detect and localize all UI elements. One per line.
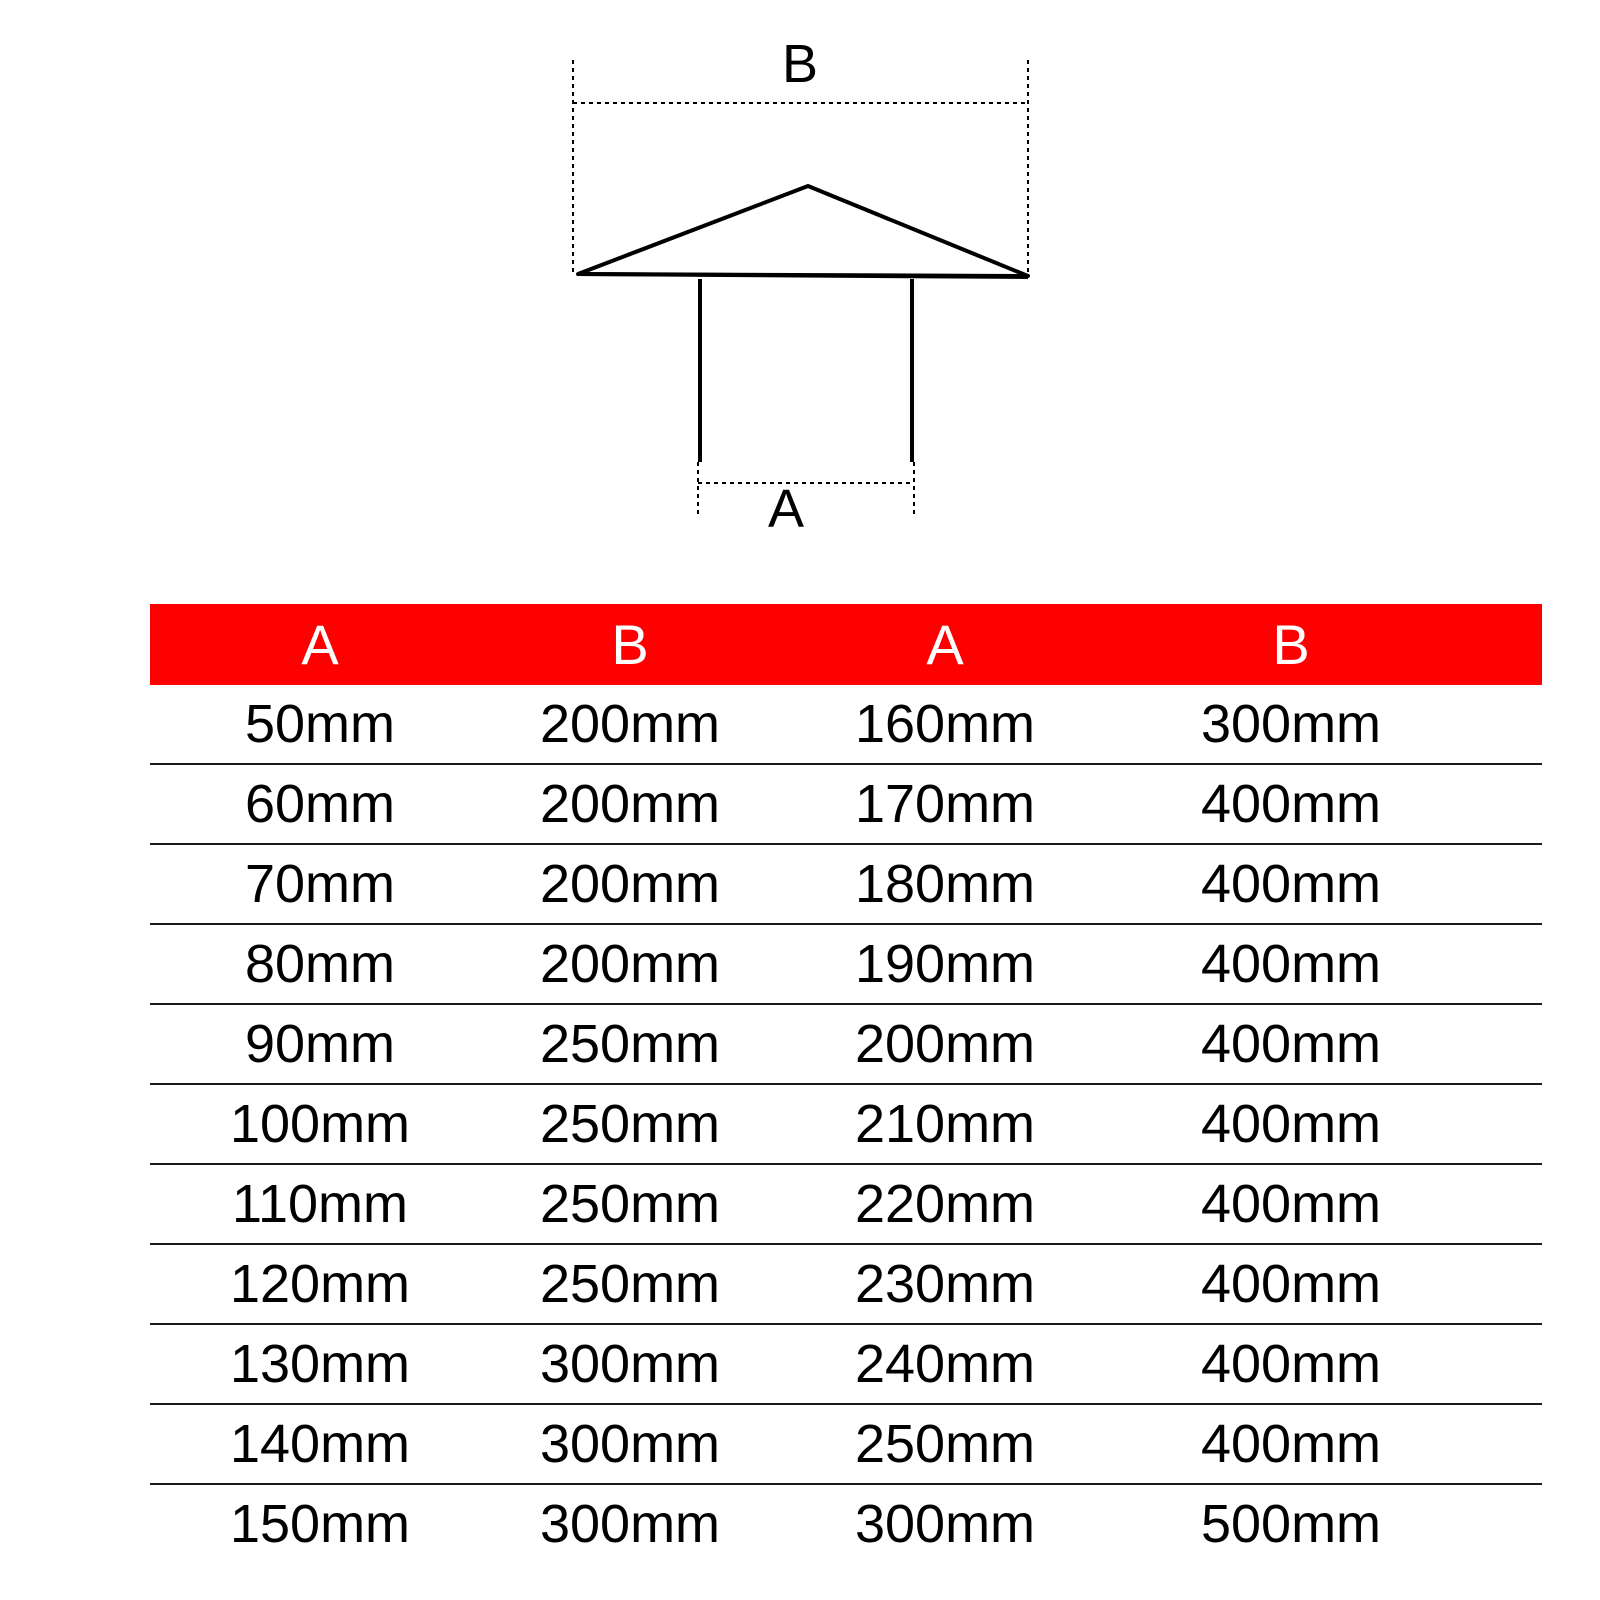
cell-a-2: 230mm	[770, 1244, 1120, 1324]
cell-a-1: 70mm	[150, 844, 490, 924]
dim-a-label: A	[767, 479, 805, 539]
table-row	[150, 924, 1542, 1004]
table-header-row	[150, 604, 1542, 685]
cell-b-2: 400mm	[1120, 764, 1542, 844]
cell-b-1: 250mm	[490, 1004, 770, 1084]
cell-b-1: 300mm	[490, 1404, 770, 1484]
cell-a-1: 80mm	[150, 924, 490, 1004]
size-table	[150, 604, 1542, 1563]
cap-roof-outline	[578, 186, 1028, 276]
header-b-1: B	[611, 613, 649, 676]
header-b-2: B	[1272, 613, 1310, 676]
dim-b-label: B	[781, 34, 819, 94]
table-row	[150, 1484, 1542, 1563]
cell-b-2: 300mm	[1120, 685, 1542, 764]
table-row	[150, 1004, 1542, 1084]
cell-b-1: 200mm	[490, 924, 770, 1004]
cell-b-2: 400mm	[1120, 1324, 1542, 1404]
table-row	[150, 1164, 1542, 1244]
table-row	[150, 1324, 1542, 1404]
cell-b-2: 400mm	[1120, 1244, 1542, 1324]
cell-a-1: 130mm	[150, 1324, 490, 1404]
cell-b-2: 400mm	[1120, 1404, 1542, 1484]
cell-a-2: 250mm	[770, 1404, 1120, 1484]
cell-a-1: 140mm	[150, 1404, 490, 1484]
cell-b-2: 400mm	[1120, 844, 1542, 924]
cell-b-1: 200mm	[490, 844, 770, 924]
table-row	[150, 685, 1542, 764]
cell-b-2: 500mm	[1200, 1494, 1382, 1554]
cell-b-1: 250mm	[490, 1244, 770, 1324]
cell-a-2: 220mm	[770, 1164, 1120, 1244]
cell-a-1: 150mm	[229, 1494, 411, 1554]
table-row	[150, 1244, 1542, 1324]
cell-a-1: 90mm	[150, 1004, 490, 1084]
cell-a-1: 60mm	[150, 764, 490, 844]
cell-b-1: 300mm	[490, 1324, 770, 1404]
cell-a-2: 300mm	[854, 1494, 1036, 1554]
cell-a-2: 200mm	[770, 1004, 1120, 1084]
cell-b-2: 400mm	[1120, 1084, 1542, 1164]
table-row	[150, 764, 1542, 844]
cell-a-1: 100mm	[150, 1084, 490, 1164]
table-row	[150, 1084, 1542, 1164]
table-row	[150, 1404, 1542, 1484]
header-a-1: A	[301, 613, 339, 676]
cell-a-2: 170mm	[770, 764, 1120, 844]
table-row	[150, 844, 1542, 924]
cell-a-1: 110mm	[150, 1164, 490, 1244]
cell-a-1: 50mm	[150, 685, 490, 764]
cell-a-2: 190mm	[770, 924, 1120, 1004]
cell-b-1: 250mm	[490, 1164, 770, 1244]
cell-a-2: 210mm	[770, 1084, 1120, 1164]
cell-b-1: 250mm	[490, 1084, 770, 1164]
cell-b-2: 400mm	[1120, 1004, 1542, 1084]
cell-a-2: 240mm	[770, 1324, 1120, 1404]
cell-b-1: 200mm	[490, 764, 770, 844]
cell-b-1: 200mm	[490, 685, 770, 764]
cell-a-2: 180mm	[770, 844, 1120, 924]
cell-a-2: 160mm	[770, 685, 1120, 764]
cell-b-2: 400mm	[1120, 1164, 1542, 1244]
cell-b-2: 400mm	[1120, 924, 1542, 1004]
header-a-2: A	[926, 613, 964, 676]
cap-dimension-diagram	[0, 0, 1600, 560]
cell-b-1: 300mm	[539, 1494, 721, 1554]
cell-a-1: 120mm	[150, 1244, 490, 1324]
